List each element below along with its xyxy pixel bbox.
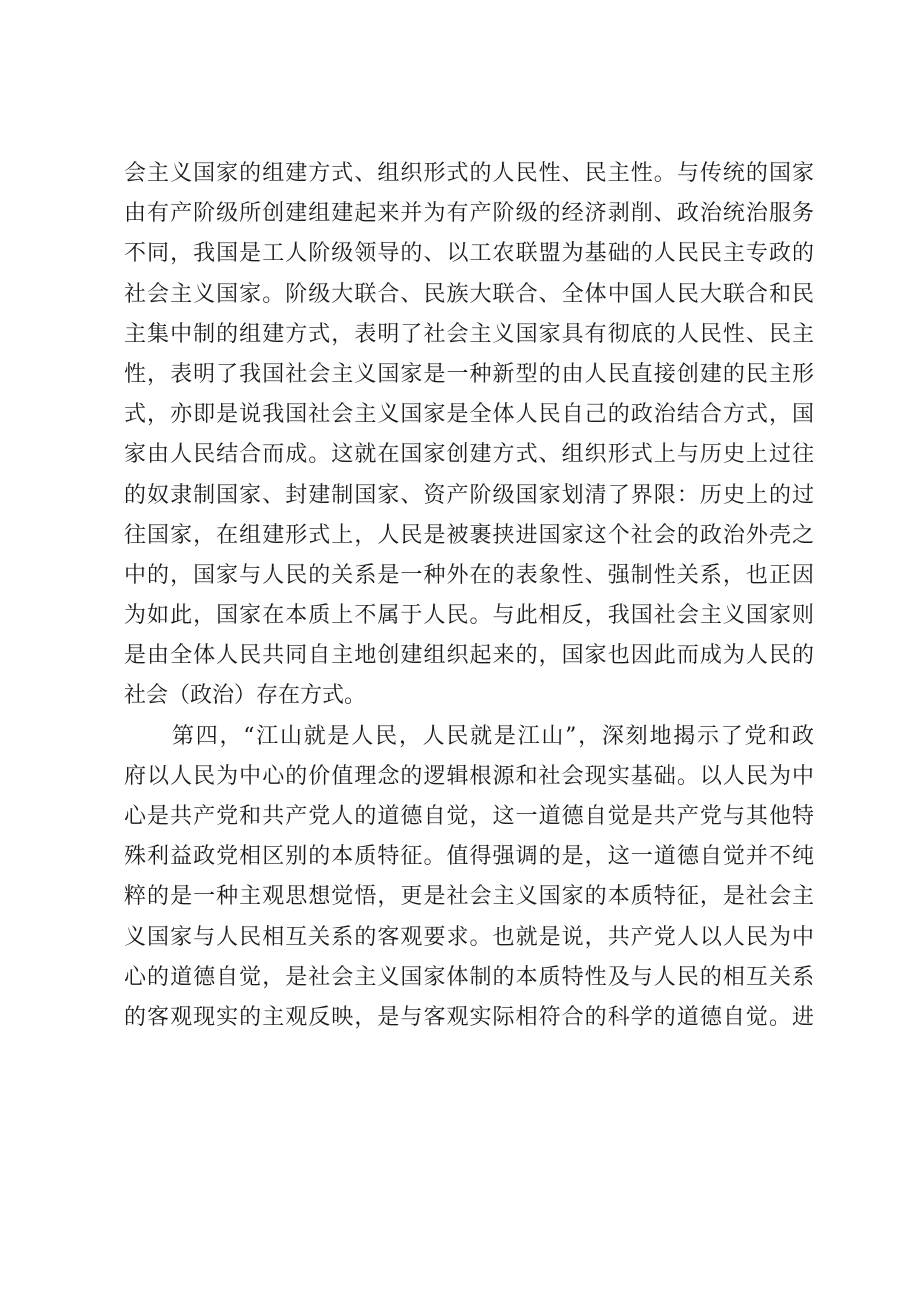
text-line: 第四，“江山就是人民，人民就是江山”，深刻地揭示了党和政 — [172, 723, 814, 749]
text-line: 家由人民结合而成。这就在国家创建方式、组织形式上与历史上过往 — [124, 442, 814, 468]
text-line: 的客观现实的主观反映，是与客观实际相符合的科学的道德自觉。进 — [124, 1004, 814, 1030]
text-line: 不同，我国是工人阶级领导的、以工农联盟为基础的人民民主专政的 — [124, 241, 814, 267]
text-line: 府以人民为中心的价值理念的逻辑根源和社会现实基础。以人民为中 — [124, 763, 814, 789]
text-line: 会主义国家的组建方式、组织形式的人民性、民主性。与传统的国家 — [124, 161, 814, 186]
text-line: 主集中制的组建方式，表明了社会主义国家具有彻底的人民性、民主 — [124, 321, 814, 347]
text-line: 义国家与人民相互关系的客观要求。也就是说，共产党人以人民为中 — [124, 924, 814, 950]
text-line: 殊利益政党相区别的本质特征。值得强调的是，这一道德自觉并不纯 — [124, 844, 814, 870]
text-line: 是由全体人民共同自主地创建组织起来的，国家也因此而成为人民的 — [124, 643, 814, 669]
text-line: 中的，国家与人民的关系是一种外在的表象性、强制性关系，也正因 — [124, 562, 814, 588]
text-line: 由有产阶级所创建组建起来并为有产阶级的经济剥削、政治统治服务 — [124, 201, 814, 227]
text-line: 往国家，在组建形式上，人民是被裹挟进国家这个社会的政治外壳之 — [124, 522, 814, 548]
text-line: 性，表明了我国社会主义国家是一种新型的由人民直接创建的民主形 — [124, 361, 814, 387]
text-line: 社会主义国家。阶级大联合、民族大联合、全体中国人民大联合和民 — [124, 281, 814, 307]
paragraph — [124, 717, 814, 1039]
body-text — [124, 154, 814, 1038]
text-line: 心是共产党和共产党人的道德自觉，这一道德自觉是共产党与其他特 — [124, 804, 814, 829]
text-line: 的奴隶制国家、封建制国家、资产阶级国家划清了界限：历史上的过 — [124, 482, 814, 508]
paragraph — [124, 154, 814, 717]
text-line: 社会（政治）存在方式。 — [124, 683, 367, 709]
text-line: 为如此，国家在本质上不属于人民。与此相反，我国社会主义国家则 — [124, 603, 814, 629]
text-line: 式，亦即是说我国社会主义国家是全体人民自己的政治结合方式，国 — [124, 402, 814, 428]
text-line: 心的道德自觉，是社会主义国家体制的本质特性及与人民的相互关系 — [124, 964, 814, 990]
text-line: 粹的是一种主观思想觉悟，更是社会主义国家的本质特征，是社会主 — [124, 884, 814, 910]
